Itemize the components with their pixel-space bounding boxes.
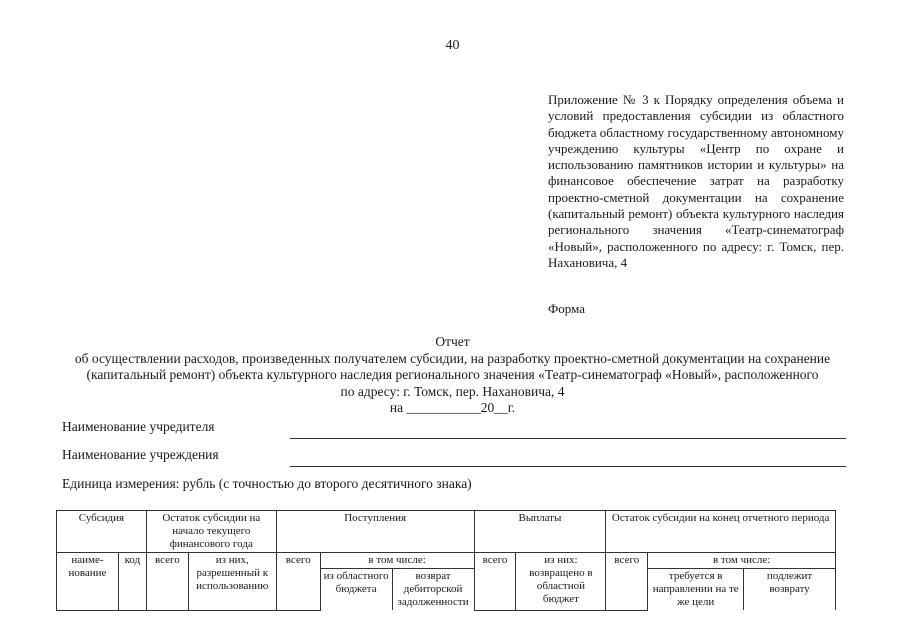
header-receipts: Поступления [276,511,474,553]
col-total-receipts: всего [276,553,320,611]
report-title: Отчет [435,334,470,349]
founder-field-line[interactable] [290,438,846,439]
header-payments: Выплаты [474,511,606,553]
col-required-same-purposes: требуется в направлении на те же цели [648,569,744,611]
report-subtitle-line-1: об осуществлении расходов, произведенных получателем субсидии, на разработку проектно-сметной документации на сохранение [74,350,831,366]
col-total-payments: всего [474,553,516,611]
col-name: наиме-нование [57,553,119,611]
report-table [56,510,836,611]
col-code: код [118,553,146,611]
col-allowed-for-use: из них, разрешенный к использованию [188,553,276,611]
report-subtitle-line-3: по адресу: г. Томск, пер. Нахановича, 4 [340,383,565,399]
col-total-balance-start: всего [146,553,188,611]
report-subtitle-line-2: (капитальный ремонт) объекта культурного наследия регионального значения «Театр-синематограф «Новый», расположенного [86,367,819,382]
report-title-block [30,334,875,417]
col-to-be-returned: подлежит возврату [744,569,836,611]
col-receipts-including: в том числе: [320,553,474,569]
institution-field-line[interactable] [290,466,846,467]
col-returned-to-budget: из них: возвращено в областной бюджет [516,553,606,611]
unit-label: Единица измерения: рубль (с точностью до второго десятичного знака) [62,476,472,491]
col-balance-end-including: в том числе: [648,553,836,569]
founder-label: Наименование учредителя [62,419,215,434]
header-subsidy: Субсидия [57,511,147,553]
appendix-note: Приложение № 3 к Порядку определения объема и условий предоставления субсидии из областного бюджета областному государственному автономному учреждению культуры «Центр по охране и использованию памятников истории и культуры» на финансовое обеспечение затрат на разработку проектно-сметной документации на сохранение (капитальный ремонт) объекта культурного наследия регионального значения «Театр-синематограф «Новый», расположенного по адресу: г. Томск, пер. Нахановича, 4 [548,92,844,270]
page-number: 40 [445,38,460,53]
header-balance-end: Остаток субсидии на конец отчетного периода [606,511,836,553]
header-balance-start: Остаток субсидии на начало текущего финансового года [146,511,276,553]
col-receivables-return: возврат дебиторской задолженности [392,569,474,611]
institution-label: Наименование учреждения [62,447,219,462]
report-date-line: на ___________20__г. [389,400,516,415]
form-label: Форма [548,301,585,316]
col-total-balance-end: всего [606,553,648,611]
col-from-regional-budget: из областного бюджета [320,569,392,611]
